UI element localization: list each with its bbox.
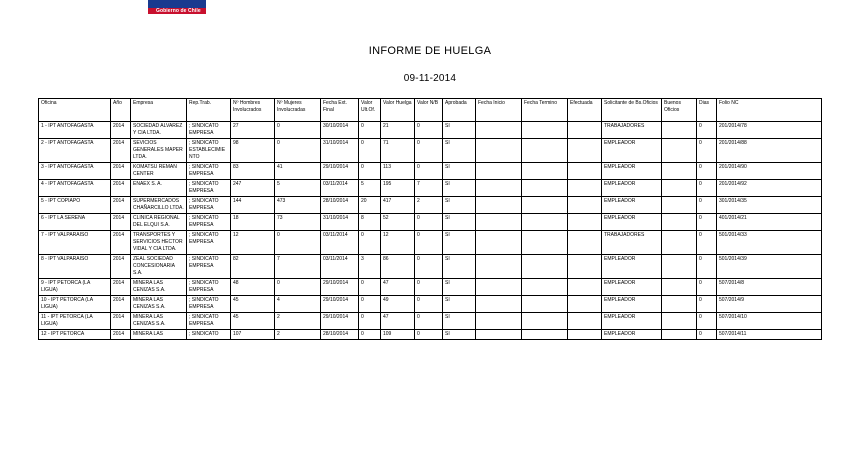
cell-nb: 0	[415, 255, 443, 279]
cell-ult: 0	[359, 313, 381, 330]
column-header: Nº Mujeres Involucradas	[275, 99, 321, 122]
cell-termino	[522, 330, 568, 340]
cell-efectuada	[568, 296, 602, 313]
cell-efectuada	[568, 163, 602, 180]
cell-mujeres: 5	[275, 180, 321, 197]
cell-huelga: 52	[381, 214, 415, 231]
cell-termino	[522, 180, 568, 197]
cell-nb: 0	[415, 122, 443, 139]
cell-solicitante: EMPLEADOR	[602, 180, 662, 197]
cell-oficina: 6 - IPT LA SERENA	[39, 214, 111, 231]
cell-termino	[522, 255, 568, 279]
column-header: Fecha Ext. Final	[321, 99, 359, 122]
cell-inicio	[476, 330, 522, 340]
cell-ult: 0	[359, 231, 381, 255]
cell-dias: 0	[697, 313, 717, 330]
cell-buenos	[662, 296, 697, 313]
cell-dias: 0	[697, 180, 717, 197]
cell-empresa: CLINICA REGIONAL DEL ELQUI S.A.	[131, 214, 187, 231]
cell-ult: 0	[359, 163, 381, 180]
column-header: Oficina	[39, 99, 111, 122]
cell-nb: 0	[415, 231, 443, 255]
cell-solicitante: EMPLEADOR	[602, 139, 662, 163]
table-row	[39, 163, 822, 180]
cell-hombres: 48	[231, 279, 275, 296]
cell-mujeres: 0	[275, 139, 321, 163]
cell-aprobada: SI	[443, 296, 476, 313]
column-header: Nº Hombres Involucrados	[231, 99, 275, 122]
cell-mujeres: 0	[275, 279, 321, 296]
cell-folio: 501/2014/39	[717, 255, 822, 279]
cell-rep: ; SINDICATO EMPRESA	[187, 197, 231, 214]
cell-mujeres: 2	[275, 330, 321, 340]
cell-solicitante: EMPLEADOR	[602, 279, 662, 296]
cell-rep: ; SINDICATO EMPRESA	[187, 255, 231, 279]
cell-hombres: 98	[231, 139, 275, 163]
cell-hombres: 12	[231, 231, 275, 255]
table-row	[39, 197, 822, 214]
cell-anio: 2014	[111, 255, 131, 279]
cell-oficina: 4 - IPT ANTOFAGASTA	[39, 180, 111, 197]
cell-anio: 2014	[111, 296, 131, 313]
cell-empresa: SOCIEDAD ALVAREZ Y CIA LTDA.	[131, 122, 187, 139]
cell-rep: ; SINDICATO EMPRESA	[187, 313, 231, 330]
cell-anio: 2014	[111, 197, 131, 214]
cell-aprobada: SI	[443, 279, 476, 296]
cell-ult: 5	[359, 180, 381, 197]
cell-aprobada: SI	[443, 197, 476, 214]
cell-solicitante: EMPLEADOR	[602, 296, 662, 313]
cell-aprobada: SI	[443, 139, 476, 163]
cell-folio: 501/2014/33	[717, 231, 822, 255]
cell-nb: 0	[415, 139, 443, 163]
cell-rep: ; SINDICATO EMPRESA	[187, 296, 231, 313]
cell-solicitante: EMPLEADOR	[602, 330, 662, 340]
cell-inicio	[476, 279, 522, 296]
report-date: 09-11-2014	[403, 73, 457, 84]
table-row	[39, 255, 822, 279]
cell-ult: 20	[359, 197, 381, 214]
cell-huelga: 86	[381, 255, 415, 279]
cell-buenos	[662, 255, 697, 279]
cell-mujeres: 0	[275, 122, 321, 139]
cell-anio: 2014	[111, 122, 131, 139]
cell-buenos	[662, 214, 697, 231]
cell-huelga: 49	[381, 296, 415, 313]
cell-huelga: 417	[381, 197, 415, 214]
column-header: Rep.Trab.	[187, 99, 231, 122]
cell-efectuada	[568, 122, 602, 139]
cell-oficina: 9 - IPT PETORCA (LA LIGUA)	[39, 279, 111, 296]
cell-efectuada	[568, 279, 602, 296]
cell-buenos	[662, 279, 697, 296]
cell-ult: 0	[359, 330, 381, 340]
cell-inicio	[476, 180, 522, 197]
cell-rep: ; SINDICATO ESTABLECIMIENTO	[187, 139, 231, 163]
cell-empresa: MINERA LAS CENIZAS S.A.	[131, 313, 187, 330]
cell-ult: 0	[359, 139, 381, 163]
cell-hombres: 45	[231, 313, 275, 330]
column-header: Valor Ult.Of.	[359, 99, 381, 122]
cell-folio: 507/2014/9	[717, 296, 822, 313]
cell-ult: 8	[359, 214, 381, 231]
cell-inicio	[476, 296, 522, 313]
cell-inicio	[476, 231, 522, 255]
cell-huelga: 195	[381, 180, 415, 197]
cell-empresa: SEVICIOS GENERALES MAPER LTDA.	[131, 139, 187, 163]
report-title: INFORME DE HUELGA	[368, 45, 492, 57]
cell-folio: 201/2014/78	[717, 122, 822, 139]
cell-aprobada: SI	[443, 122, 476, 139]
cell-buenos	[662, 163, 697, 180]
cell-empresa: SUPERMERCADOS CHAÑARCILLO LTDA.	[131, 197, 187, 214]
cell-anio: 2014	[111, 163, 131, 180]
cell-solicitante: TRABAJADORES	[602, 231, 662, 255]
cell-dias: 0	[697, 255, 717, 279]
cell-inicio	[476, 139, 522, 163]
cell-oficina: 7 - IPT VALPARAISO	[39, 231, 111, 255]
cell-huelga: 113	[381, 163, 415, 180]
cell-termino	[522, 313, 568, 330]
cell-fecha_ext: 31/10/2014	[321, 214, 359, 231]
cell-buenos	[662, 139, 697, 163]
cell-fecha_ext: 28/10/2014	[321, 330, 359, 340]
cell-aprobada: SI	[443, 163, 476, 180]
cell-termino	[522, 197, 568, 214]
cell-ult: 0	[359, 122, 381, 139]
cell-mujeres: 473	[275, 197, 321, 214]
cell-hombres: 144	[231, 197, 275, 214]
cell-hombres: 18	[231, 214, 275, 231]
cell-efectuada	[568, 255, 602, 279]
cell-solicitante: TRABAJADORES	[602, 122, 662, 139]
cell-fecha_ext: 29/10/2014	[321, 163, 359, 180]
cell-efectuada	[568, 330, 602, 340]
cell-mujeres: 7	[275, 255, 321, 279]
cell-huelga: 47	[381, 313, 415, 330]
cell-ult: 0	[359, 279, 381, 296]
cell-empresa: ZEAL SOCIEDAD CONCESIONARIA S.A.	[131, 255, 187, 279]
table-row	[39, 214, 822, 231]
cell-rep: ; SINDICATO EMPRESA	[187, 122, 231, 139]
cell-folio: 401/2014/21	[717, 214, 822, 231]
cell-hombres: 82	[231, 255, 275, 279]
cell-efectuada	[568, 180, 602, 197]
cell-huelga: 47	[381, 279, 415, 296]
cell-solicitante: EMPLEADOR	[602, 214, 662, 231]
column-header: Año	[111, 99, 131, 122]
cell-solicitante: EMPLEADOR	[602, 163, 662, 180]
cell-oficina: 5 - IPT COPIAPO	[39, 197, 111, 214]
table-row	[39, 313, 822, 330]
cell-inicio	[476, 122, 522, 139]
column-header: Valor Huelga	[381, 99, 415, 122]
table-row	[39, 279, 822, 296]
cell-oficina: 8 - IPT VALPARAISO	[39, 255, 111, 279]
cell-inicio	[476, 313, 522, 330]
cell-ult: 3	[359, 255, 381, 279]
table-row	[39, 180, 822, 197]
cell-hombres: 247	[231, 180, 275, 197]
cell-inicio	[476, 214, 522, 231]
cell-empresa: MINERA LAS	[131, 330, 187, 340]
cell-hombres: 27	[231, 122, 275, 139]
column-header: Valor N/B	[415, 99, 443, 122]
column-header: Folio NC	[717, 99, 822, 122]
column-header: Fecha Inicio	[476, 99, 522, 122]
cell-fecha_ext: 29/10/2014	[321, 313, 359, 330]
cell-huelga: 12	[381, 231, 415, 255]
cell-mujeres: 2	[275, 313, 321, 330]
cell-dias: 0	[697, 197, 717, 214]
cell-nb: 0	[415, 330, 443, 340]
cell-nb: 0	[415, 279, 443, 296]
cell-rep: ; SINDICATO EMPRESA	[187, 214, 231, 231]
cell-oficina: 12 - IPT PETORCA	[39, 330, 111, 340]
cell-nb: 0	[415, 296, 443, 313]
cell-buenos	[662, 313, 697, 330]
cell-inicio	[476, 163, 522, 180]
cell-aprobada: SI	[443, 231, 476, 255]
cell-ult: 0	[359, 296, 381, 313]
cell-fecha_ext: 03/11/2014	[321, 231, 359, 255]
cell-dias: 0	[697, 231, 717, 255]
cell-termino	[522, 139, 568, 163]
cell-buenos	[662, 122, 697, 139]
cell-nb: 7	[415, 180, 443, 197]
column-header: Aprobada	[443, 99, 476, 122]
cell-anio: 2014	[111, 214, 131, 231]
cell-anio: 2014	[111, 313, 131, 330]
table-row	[39, 139, 822, 163]
cell-anio: 2014	[111, 180, 131, 197]
cell-mujeres: 4	[275, 296, 321, 313]
cell-oficina: 11 - IPT PETORCA (LA LIGUA)	[39, 313, 111, 330]
cell-inicio	[476, 255, 522, 279]
cell-oficina: 2 - IPT ANTOFAGASTA	[39, 139, 111, 163]
cell-rep: ; SINDICATO	[187, 330, 231, 340]
cell-termino	[522, 122, 568, 139]
cell-termino	[522, 231, 568, 255]
cell-huelga: 21	[381, 122, 415, 139]
cell-mujeres: 0	[275, 231, 321, 255]
cell-mujeres: 41	[275, 163, 321, 180]
cell-anio: 2014	[111, 279, 131, 296]
cell-oficina: 1 - IPT ANTOFAGASTA	[39, 122, 111, 139]
cell-folio: 201/2014/88	[717, 139, 822, 163]
cell-fecha_ext: 28/10/2014	[321, 197, 359, 214]
cell-fecha_ext: 31/10/2014	[321, 139, 359, 163]
cell-solicitante: EMPLEADOR	[602, 197, 662, 214]
cell-termino	[522, 163, 568, 180]
cell-empresa: ENAEX S. A.	[131, 180, 187, 197]
cell-nb: 0	[415, 214, 443, 231]
table-row	[39, 330, 822, 340]
cell-buenos	[662, 180, 697, 197]
cell-hombres: 83	[231, 163, 275, 180]
cell-termino	[522, 214, 568, 231]
cell-rep: ; SINDICATO EMPRESA	[187, 279, 231, 296]
table-header-row	[39, 99, 822, 122]
cell-mujeres: 73	[275, 214, 321, 231]
cell-dias: 0	[697, 122, 717, 139]
cell-huelga: 109	[381, 330, 415, 340]
cell-aprobada: SI	[443, 255, 476, 279]
cell-fecha_ext: 03/11/2014	[321, 255, 359, 279]
strike-report-table	[38, 98, 822, 340]
column-header: Solicitante de Bs.Oficios	[602, 99, 662, 122]
cell-folio: 201/2014/90	[717, 163, 822, 180]
cell-dias: 0	[697, 163, 717, 180]
cell-buenos	[662, 330, 697, 340]
cell-empresa: MINERA LAS CENIZAS S.A.	[131, 279, 187, 296]
cell-solicitante: EMPLEADOR	[602, 313, 662, 330]
cell-folio: 507/2014/10	[717, 313, 822, 330]
cell-aprobada: SI	[443, 313, 476, 330]
cell-fecha_ext: 30/10/2014	[321, 122, 359, 139]
cell-termino	[522, 296, 568, 313]
cell-folio: 201/2014/92	[717, 180, 822, 197]
table-row	[39, 231, 822, 255]
cell-efectuada	[568, 214, 602, 231]
cell-anio: 2014	[111, 139, 131, 163]
cell-dias: 0	[697, 214, 717, 231]
cell-aprobada: SI	[443, 180, 476, 197]
cell-hombres: 45	[231, 296, 275, 313]
cell-folio: 507/2014/8	[717, 279, 822, 296]
logo-star-icon	[150, 0, 158, 8]
cell-buenos	[662, 197, 697, 214]
cell-oficina: 10 - IPT PETORCA (LA LIGUA)	[39, 296, 111, 313]
cell-aprobada: SI	[443, 214, 476, 231]
cell-aprobada: SI	[443, 330, 476, 340]
cell-rep: ; SINDICATO EMPRESA	[187, 231, 231, 255]
cell-folio: 301/2014/35	[717, 197, 822, 214]
cell-termino	[522, 279, 568, 296]
column-header: Buenos Oficios	[662, 99, 697, 122]
cell-fecha_ext: 29/10/2014	[321, 279, 359, 296]
cell-efectuada	[568, 197, 602, 214]
cell-dias: 0	[697, 279, 717, 296]
logo-text: Gobierno de Chile	[156, 8, 201, 14]
cell-efectuada	[568, 313, 602, 330]
cell-buenos	[662, 231, 697, 255]
cell-inicio	[476, 197, 522, 214]
cell-dias: 0	[697, 139, 717, 163]
column-header: Efectuada	[568, 99, 602, 122]
cell-nb: 0	[415, 163, 443, 180]
cell-empresa: KOMATSU REMAN CENTER	[131, 163, 187, 180]
cell-fecha_ext: 03/11/2014	[321, 180, 359, 197]
cell-dias: 0	[697, 296, 717, 313]
cell-rep: ; SINDICATO EMPRESA	[187, 180, 231, 197]
cell-empresa: MINERA LAS CENIZAS S.A.	[131, 296, 187, 313]
cell-rep: ; SINDICATO EMPRESA	[187, 163, 231, 180]
cell-fecha_ext: 29/10/2014	[321, 296, 359, 313]
cell-huelga: 71	[381, 139, 415, 163]
cell-solicitante: EMPLEADOR	[602, 255, 662, 279]
cell-anio: 2014	[111, 330, 131, 340]
table-row	[39, 122, 822, 139]
cell-empresa: TRANSPORTES Y SERVICIOS HECTOR VIDAL Y CIA LTDA.	[131, 231, 187, 255]
cell-efectuada	[568, 139, 602, 163]
cell-anio: 2014	[111, 231, 131, 255]
column-header: Fecha Termino	[522, 99, 568, 122]
column-header: Empresa	[131, 99, 187, 122]
column-header: Dias	[697, 99, 717, 122]
cell-dias: 0	[697, 330, 717, 340]
table-row	[39, 296, 822, 313]
cell-nb: 2	[415, 197, 443, 214]
cell-nb: 0	[415, 313, 443, 330]
cell-folio: 507/2014/11	[717, 330, 822, 340]
cell-efectuada	[568, 231, 602, 255]
cell-oficina: 3 - IPT ANTOFAGASTA	[39, 163, 111, 180]
cell-hombres: 107	[231, 330, 275, 340]
